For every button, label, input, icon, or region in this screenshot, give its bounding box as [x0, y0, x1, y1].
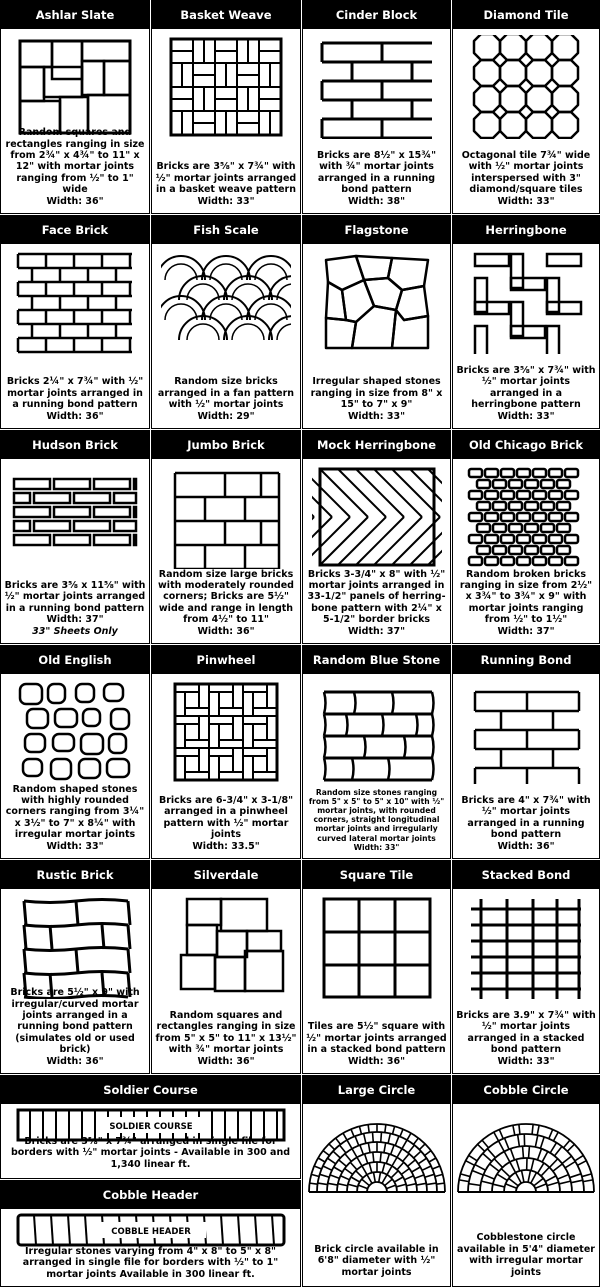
- pattern-title: Fish Scale: [152, 216, 300, 244]
- pattern-title: Herringbone: [453, 216, 599, 244]
- description-text: Bricks are 3⅝ x 11⅝" with ½" mortar joints arranged in a running bond pattern: [4, 579, 146, 614]
- pattern-description: [155, 376, 297, 422]
- pattern-description: [306, 788, 447, 852]
- description-text: Bricks are 3.9" x 7¾" with ½" mortar joints arranged in a stacked bond pattern: [456, 1009, 596, 1056]
- pattern-title: Running Bond: [453, 646, 599, 674]
- width-text: Width: 36": [197, 1055, 255, 1067]
- pattern-title: Hudson Brick: [1, 431, 149, 459]
- pattern-description: [155, 1010, 297, 1067]
- pattern-card-face-brick: [0, 215, 150, 429]
- width-text: Width: 33.5": [192, 840, 260, 852]
- width-text: Width: 29": [197, 410, 255, 422]
- pattern-card-flagstone: [302, 215, 451, 429]
- pattern-title: Soldier Course: [1, 1076, 300, 1104]
- pattern-title: Ashlar Slate: [1, 1, 149, 29]
- pattern-card-old-english-cobblestone: [0, 645, 150, 859]
- description-text: Random broken bricks ranging in size from 2½" x 3¾" to 3¾" x 9" with mortar joints ranging from ½" to 1½": [459, 568, 593, 626]
- pattern-card-jumbo-brick: [151, 430, 301, 644]
- description-text: Bricks are 6-3/4" x 3-1/8" arranged in a pinwheel pattern with ½" mortar joints: [158, 794, 294, 841]
- pattern-title: Large Circle: [303, 1076, 450, 1104]
- description-text: Irregular shaped stones ranging in size from 8" x 15" to 7" x 9": [310, 376, 443, 411]
- pattern-card-soldier-course: [0, 1075, 301, 1179]
- description-text: Random shaped stones with highly rounded corners ranging from 3¼" x 3½" to 7" x 8¼" with irregular mortar joints: [5, 783, 145, 841]
- pattern-card-cobble-header: [0, 1180, 301, 1287]
- pattern-title: Stacked Bond: [453, 861, 599, 889]
- hudson-brick-pattern-icon: [1, 465, 149, 569]
- pattern-title: Pinwheel: [152, 646, 300, 674]
- pattern-card-mock-herringbone: [302, 430, 451, 644]
- pattern-description: [155, 569, 297, 637]
- pattern-card-random-blue-stone: [302, 645, 451, 859]
- pattern-card-ashlar-slate: [0, 0, 150, 214]
- strip-label: COBBLE HEADER: [110, 1227, 191, 1237]
- width-text: Width: 36": [46, 1055, 104, 1067]
- pattern-card-rustic-brick: [0, 860, 150, 1074]
- pattern-description: [306, 376, 447, 422]
- pattern-description: [456, 795, 596, 852]
- pattern-description: [4, 784, 146, 852]
- pattern-description: [306, 569, 447, 637]
- pattern-description: [456, 150, 596, 207]
- description-text: Bricks are 3⅝" x 7¾" with ½" mortar joints arranged in a basket weave pattern: [155, 161, 297, 196]
- width-text: Width: 37": [347, 625, 406, 637]
- mock-herringbone-pattern-icon: [303, 465, 450, 569]
- description-text: Tiles are 5½" square with ½" mortar joints arranged in a stacked bond pattern: [306, 1021, 447, 1056]
- pattern-description: [456, 365, 596, 422]
- old-chicago-brick-pattern-icon: [453, 465, 599, 569]
- pattern-title: Jumbo Brick: [152, 431, 300, 459]
- ashlar-slate-pattern-icon: [1, 35, 149, 139]
- width-text: Width: 33": [347, 410, 406, 422]
- width-text: Width: 36": [197, 625, 255, 637]
- strip-label: SOLDIER COURSE: [108, 1122, 193, 1132]
- description-text: Random squares and rectangles ranging in size from 2¾" x 4¾" to 11" x 12" with mortar joints ranging from ½" to 1" wide: [5, 127, 145, 196]
- diamond-tile-pattern-icon: [453, 35, 599, 139]
- description-text: Bricks are 3⅝" x 7¾" with ½" mortar joints arranged in a herringbone pattern: [456, 364, 596, 411]
- description-text: Octagonal tile 7¾" wide with ½" mortar joints interspersed with 3" diamond/square tiles: [461, 149, 591, 196]
- pattern-title: Old English Cobblestone: [1, 646, 149, 674]
- pattern-card-diamond-tile: [452, 0, 600, 214]
- description-text: Bricks are 8½" x 15¾" with ¾" mortar joints arranged in a running bond pattern: [316, 149, 437, 196]
- pattern-description: [306, 1021, 447, 1067]
- width-text: Width: 33": [497, 195, 555, 207]
- pattern-description: Brick circle available in 6'8" diameter with ½" mortar joints: [314, 1243, 439, 1278]
- width-text: Width: 36": [46, 410, 104, 422]
- pattern-card-stacked-bond: [452, 860, 600, 1074]
- herringbone-pattern-icon: [453, 250, 599, 354]
- pattern-description: [306, 150, 447, 207]
- width-text: Width: 33": [197, 195, 255, 207]
- pattern-description: [456, 569, 596, 637]
- width-text: Width: 37": [46, 614, 104, 626]
- pattern-card-basket-weave: [151, 0, 301, 214]
- description-text: Random size stones ranging from 5" x 5" to 5" x 10" with ½" mortar joints, with rounded corners, straight longitudinal mortar joints and irregularly curved lateral mortar joints: [308, 787, 445, 843]
- pinwheel-pattern-icon: [152, 680, 300, 784]
- random-blue-stone-pattern-icon: [303, 680, 450, 784]
- pattern-description: Bricks are 3⅝" x 7¾" arranged in single file for borders with ½" mortar joints - Available in 300 and 1,340 linear ft.: [10, 1135, 291, 1170]
- pattern-title: Basket Weave: [152, 1, 300, 29]
- cobble-circle-pattern-icon: [453, 1114, 599, 1196]
- width-text: Width: 38": [347, 195, 406, 207]
- cinder-block-pattern-icon: [303, 35, 450, 139]
- pattern-card-large-circle: [302, 1075, 451, 1287]
- pattern-card-herringbone: [452, 215, 600, 429]
- width-text: Width: 33": [46, 840, 104, 852]
- silverdale-pattern-icon: [152, 895, 300, 999]
- pattern-card-square-tile: [302, 860, 451, 1074]
- width-text: Width: 33": [353, 842, 400, 852]
- running-bond-pattern-icon: [453, 680, 599, 784]
- note-text: 33" Sheets Only: [32, 625, 118, 637]
- pattern-card-old-chicago-brick: [452, 430, 600, 644]
- width-text: Width: 33": [497, 410, 555, 422]
- pattern-description: [155, 161, 297, 207]
- description-text: Bricks are 4" x 7¾" with ½" mortar joints arranged in a running bond pattern: [461, 794, 591, 841]
- width-text: Width: 36": [46, 195, 104, 207]
- rustic-brick-pattern-icon: [1, 895, 149, 999]
- width-text: Width: 36": [497, 840, 555, 852]
- face-brick-pattern-icon: [1, 250, 149, 354]
- cobble-header-strip-icon: [1, 1213, 300, 1247]
- fish-scale-pattern-icon: [152, 250, 300, 354]
- pattern-card-cinder-block: [302, 0, 451, 214]
- width-text: Width: 37": [497, 625, 555, 637]
- pattern-title: Face Brick: [1, 216, 149, 244]
- pattern-title: Silverdale: [152, 861, 300, 889]
- large-circle-pattern-icon: [303, 1114, 450, 1196]
- old-english-cobblestone-pattern-icon: [1, 680, 149, 784]
- pattern-title: Random Blue Stone: [303, 646, 450, 674]
- pattern-title: Diamond Tile: [453, 1, 599, 29]
- pattern-title: Cobble Circle: [453, 1076, 599, 1104]
- flagstone-pattern-icon: [303, 250, 450, 354]
- pattern-card-fish-scale: [151, 215, 301, 429]
- description-text: Bricks 2¼" x 7¾" with ½" mortar joints arranged in a running bond pattern: [6, 376, 144, 411]
- width-text: Width: 36": [347, 1055, 406, 1067]
- description-text: Random size bricks arranged in a fan pattern with ½" mortar joints: [157, 376, 295, 411]
- pattern-description: [155, 795, 297, 852]
- square-tile-pattern-icon: [303, 895, 450, 999]
- pattern-title: Square Tile: [303, 861, 450, 889]
- pattern-card-silverdale: [151, 860, 301, 1074]
- pattern-card-pinwheel: [151, 645, 301, 859]
- pattern-card-running-bond: [452, 645, 600, 859]
- basket-weave-pattern-icon: [152, 35, 300, 139]
- pattern-description: [4, 580, 146, 637]
- stacked-bond-pattern-icon: [453, 895, 599, 999]
- pattern-title: Mock Herringbone: [303, 431, 450, 459]
- pattern-description: Irregular stones varying from 4" x 8" to 5" x 8" arranged in single file for borders with ½" to 1" mortar joints Available in 300 linear ft.: [22, 1245, 279, 1280]
- description-text: Bricks 3-3/4" x 8" with ½" mortar joints arranged in 33-1/2" panels of herring-bone pattern with 2¼" x 5-1/2" border bricks: [307, 568, 446, 626]
- pattern-card-cobble-circle: [452, 1075, 600, 1287]
- pattern-title: Cinder Block: [303, 1, 450, 29]
- pattern-description: [4, 376, 146, 422]
- pattern-description: Cobblestone circle available in 5'4" diameter with irregular mortar joints: [457, 1232, 595, 1278]
- description-text: Bricks are 5½" x 9" with irregular/curved mortar joints arranged in a running bond pattern (simulates old or used brick): [10, 987, 140, 1056]
- pattern-description: [456, 1010, 596, 1067]
- pattern-title: Old Chicago Brick: [453, 431, 599, 459]
- pattern-description: [4, 987, 146, 1067]
- jumbo-brick-pattern-icon: [152, 465, 300, 569]
- pattern-title: Rustic Brick: [1, 861, 149, 889]
- description-text: Random squares and rectangles ranging in size from 5" x 5" to 11" x 13½" with ¾" mortar joints: [155, 1009, 297, 1056]
- description-text: Random size large bricks with moderately rounded corners; Bricks are 5½" wide and range in length from 4½" to 11": [158, 568, 294, 626]
- pattern-title: Flagstone: [303, 216, 450, 244]
- width-text: Width: 33": [497, 1055, 555, 1067]
- pattern-card-hudson-brick: [0, 430, 150, 644]
- pattern-title: Cobble Header: [1, 1181, 300, 1209]
- pattern-description: [4, 127, 146, 207]
